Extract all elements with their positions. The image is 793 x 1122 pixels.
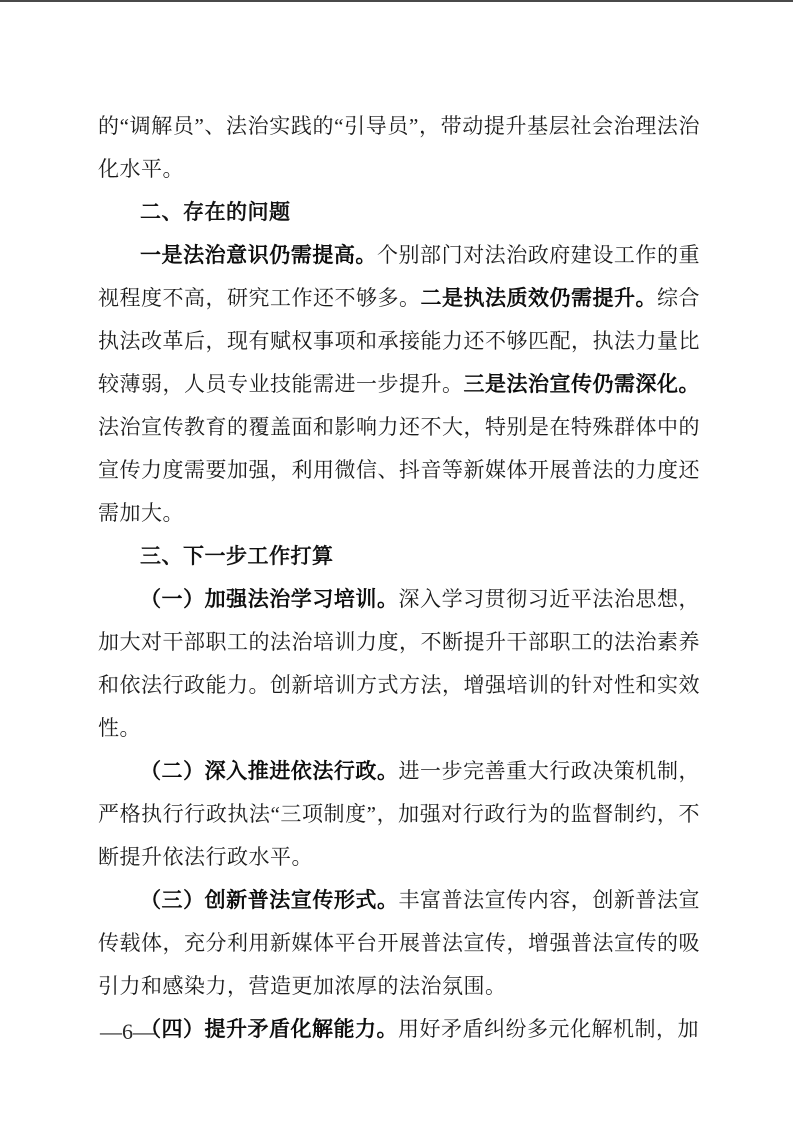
paragraph (98, 105, 700, 191)
paragraph (98, 578, 700, 750)
body-text: 法治宣传教育的覆盖面和影响力还不大，特别是在特殊群体中的宣传力度需要加强，利用微信、抖音等新媒体开展普法的力度还需加大。 (98, 415, 700, 525)
bold-lead-in-text: 二是执法质效仍需提升。 (420, 286, 657, 310)
bold-lead-in-text: 一是法治意识仍需提高。 (140, 243, 377, 267)
body-text: 的“调解员”、法治实践的“引导员”，带动提升基层社会治理法治化水平。 (98, 114, 700, 181)
body-text: 综合执法改革后，现有赋权事项和承接能力还不够匹配，执法力量比较薄弱，人员专业技能需进一步提升。 (98, 286, 700, 396)
paragraph (98, 879, 700, 1008)
bold-lead-in-text: （四）提升矛盾化解能力。 (140, 1017, 398, 1041)
document-body (98, 105, 700, 1051)
section-heading: 三、下一步工作打算 (140, 545, 334, 568)
bold-lead-in-text: 三是法治宣传仍需深化。 (463, 372, 700, 396)
page-number: —6— (100, 1019, 155, 1044)
bold-lead-in-text: （三）创新普法宣传形式。 (140, 888, 399, 912)
body-text: 个别部门对法治政府建设工作的重视程度不高，研究工作还不够多。 (98, 243, 701, 310)
body-text: 用好矛盾纠纷多元化解机制，加 (398, 1017, 699, 1041)
body-text: 丰富普法宣传内容，创新普法宣传载体，充分利用新媒体平台开展普法宣传，增强普法宣传的吸引力和感染力，营造更加浓厚的法治氛围。 (98, 888, 701, 998)
paragraph (98, 750, 700, 879)
paragraph (98, 234, 700, 535)
paragraph (98, 1008, 700, 1051)
section-heading: 二、存在的问题 (140, 201, 291, 224)
bold-lead-in-text: （一）加强法治学习培训。 (140, 587, 399, 611)
body-text: 深入学习贯彻习近平法治思想，加大对干部职工的法治培训力度，不断提升干部职工的法治素养和依法行政能力。创新培训方式方法，增强培训的针对性和实效性。 (98, 587, 701, 740)
body-text: 进一步完善重大行政决策机制，严格执行行政执法“三项制度”，加强对行政行为的监督制约，不断提升依法行政水平。 (98, 759, 701, 869)
bold-lead-in-text: （二）深入推进依法行政。 (140, 759, 399, 783)
